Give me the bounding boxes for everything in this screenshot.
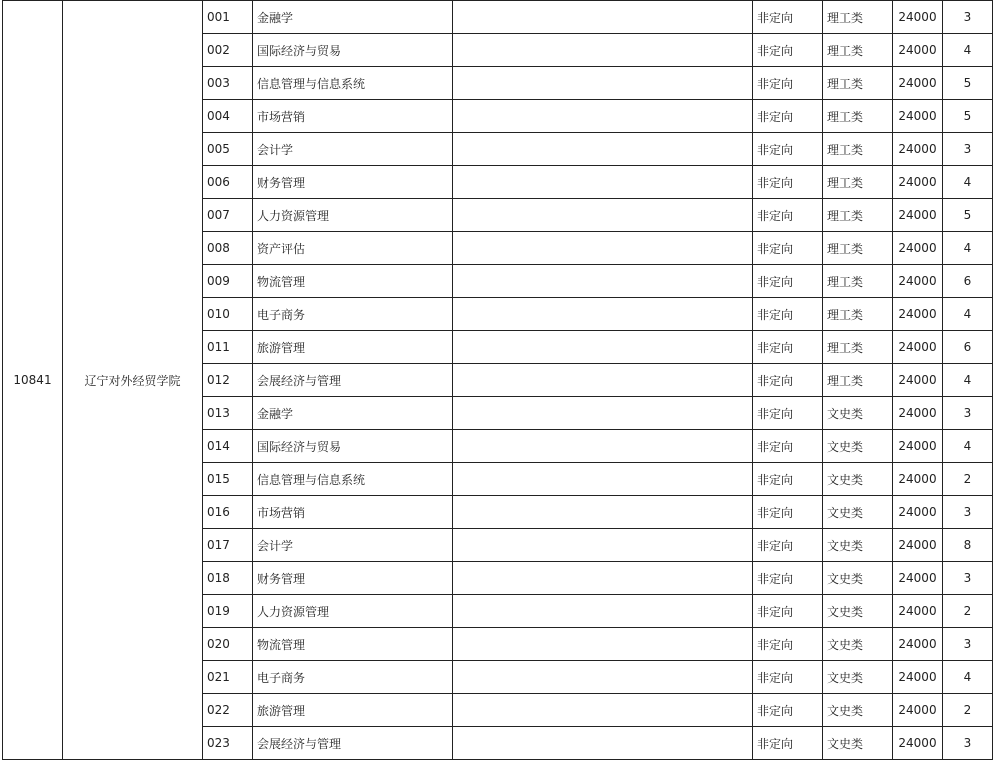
major-name-cell: 会展经济与管理 xyxy=(253,364,453,397)
orientation-cell: 非定向 xyxy=(753,628,823,661)
plan-count-cell: 4 xyxy=(943,298,993,331)
plan-count-cell: 5 xyxy=(943,67,993,100)
major-name-cell: 会计学 xyxy=(253,133,453,166)
orientation-cell: 非定向 xyxy=(753,562,823,595)
tuition-cell: 24000 xyxy=(893,727,943,760)
plan-count-cell: 4 xyxy=(943,166,993,199)
category-cell: 理工类 xyxy=(823,364,893,397)
note-cell xyxy=(453,628,753,661)
major-name-cell: 人力资源管理 xyxy=(253,595,453,628)
orientation-cell: 非定向 xyxy=(753,727,823,760)
orientation-cell: 非定向 xyxy=(753,34,823,67)
plan-count-cell: 2 xyxy=(943,694,993,727)
orientation-cell: 非定向 xyxy=(753,397,823,430)
note-cell xyxy=(453,463,753,496)
major-code-cell: 004 xyxy=(203,100,253,133)
major-name-cell: 财务管理 xyxy=(253,562,453,595)
institution-name-cell: 辽宁对外经贸学院 xyxy=(63,1,203,760)
note-cell xyxy=(453,166,753,199)
major-code-cell: 012 xyxy=(203,364,253,397)
plan-count-cell: 4 xyxy=(943,364,993,397)
plan-count-cell: 5 xyxy=(943,199,993,232)
tuition-cell: 24000 xyxy=(893,34,943,67)
note-cell xyxy=(453,595,753,628)
plan-count-cell: 3 xyxy=(943,397,993,430)
tuition-cell: 24000 xyxy=(893,463,943,496)
major-name-cell: 金融学 xyxy=(253,1,453,34)
major-name-cell: 会计学 xyxy=(253,529,453,562)
orientation-cell: 非定向 xyxy=(753,199,823,232)
plan-count-cell: 3 xyxy=(943,133,993,166)
note-cell xyxy=(453,199,753,232)
orientation-cell: 非定向 xyxy=(753,166,823,199)
note-cell xyxy=(453,562,753,595)
note-cell xyxy=(453,397,753,430)
major-name-cell: 旅游管理 xyxy=(253,694,453,727)
note-cell xyxy=(453,133,753,166)
major-name-cell: 资产评估 xyxy=(253,232,453,265)
major-name-cell: 物流管理 xyxy=(253,265,453,298)
category-cell: 理工类 xyxy=(823,166,893,199)
tuition-cell: 24000 xyxy=(893,331,943,364)
major-name-cell: 电子商务 xyxy=(253,298,453,331)
tuition-cell: 24000 xyxy=(893,529,943,562)
major-code-cell: 015 xyxy=(203,463,253,496)
major-code-cell: 002 xyxy=(203,34,253,67)
category-cell: 理工类 xyxy=(823,298,893,331)
category-cell: 文史类 xyxy=(823,628,893,661)
note-cell xyxy=(453,727,753,760)
category-cell: 文史类 xyxy=(823,661,893,694)
plan-count-cell: 3 xyxy=(943,1,993,34)
major-code-cell: 007 xyxy=(203,199,253,232)
note-cell xyxy=(453,232,753,265)
major-name-cell: 会展经济与管理 xyxy=(253,727,453,760)
tuition-cell: 24000 xyxy=(893,595,943,628)
orientation-cell: 非定向 xyxy=(753,496,823,529)
category-cell: 文史类 xyxy=(823,562,893,595)
orientation-cell: 非定向 xyxy=(753,595,823,628)
tuition-cell: 24000 xyxy=(893,364,943,397)
major-name-cell: 信息管理与信息系统 xyxy=(253,67,453,100)
major-code-cell: 021 xyxy=(203,661,253,694)
major-name-cell: 财务管理 xyxy=(253,166,453,199)
plan-count-cell: 8 xyxy=(943,529,993,562)
note-cell xyxy=(453,67,753,100)
orientation-cell: 非定向 xyxy=(753,67,823,100)
major-code-cell: 018 xyxy=(203,562,253,595)
category-cell: 文史类 xyxy=(823,397,893,430)
note-cell xyxy=(453,430,753,463)
tuition-cell: 24000 xyxy=(893,661,943,694)
category-cell: 理工类 xyxy=(823,199,893,232)
major-name-cell: 旅游管理 xyxy=(253,331,453,364)
note-cell xyxy=(453,34,753,67)
category-cell: 文史类 xyxy=(823,595,893,628)
tuition-cell: 24000 xyxy=(893,265,943,298)
note-cell xyxy=(453,694,753,727)
major-code-cell: 011 xyxy=(203,331,253,364)
admissions-table xyxy=(2,0,993,760)
tuition-cell: 24000 xyxy=(893,199,943,232)
orientation-cell: 非定向 xyxy=(753,1,823,34)
category-cell: 理工类 xyxy=(823,265,893,298)
plan-count-cell: 3 xyxy=(943,562,993,595)
note-cell xyxy=(453,265,753,298)
category-cell: 文史类 xyxy=(823,430,893,463)
major-name-cell: 国际经济与贸易 xyxy=(253,430,453,463)
major-name-cell: 市场营销 xyxy=(253,496,453,529)
tuition-cell: 24000 xyxy=(893,397,943,430)
tuition-cell: 24000 xyxy=(893,430,943,463)
category-cell: 理工类 xyxy=(823,1,893,34)
major-name-cell: 人力资源管理 xyxy=(253,199,453,232)
tuition-cell: 24000 xyxy=(893,1,943,34)
major-name-cell: 金融学 xyxy=(253,397,453,430)
orientation-cell: 非定向 xyxy=(753,100,823,133)
orientation-cell: 非定向 xyxy=(753,694,823,727)
tuition-cell: 24000 xyxy=(893,562,943,595)
category-cell: 文史类 xyxy=(823,496,893,529)
plan-count-cell: 3 xyxy=(943,496,993,529)
table-body xyxy=(3,1,993,760)
note-cell xyxy=(453,496,753,529)
major-code-cell: 005 xyxy=(203,133,253,166)
note-cell xyxy=(453,661,753,694)
orientation-cell: 非定向 xyxy=(753,661,823,694)
major-code-cell: 014 xyxy=(203,430,253,463)
orientation-cell: 非定向 xyxy=(753,232,823,265)
tuition-cell: 24000 xyxy=(893,166,943,199)
category-cell: 文史类 xyxy=(823,727,893,760)
category-cell: 文史类 xyxy=(823,529,893,562)
tuition-cell: 24000 xyxy=(893,694,943,727)
tuition-cell: 24000 xyxy=(893,100,943,133)
note-cell xyxy=(453,331,753,364)
plan-count-cell: 4 xyxy=(943,661,993,694)
plan-count-cell: 2 xyxy=(943,463,993,496)
category-cell: 理工类 xyxy=(823,34,893,67)
orientation-cell: 非定向 xyxy=(753,133,823,166)
tuition-cell: 24000 xyxy=(893,133,943,166)
plan-count-cell: 3 xyxy=(943,628,993,661)
category-cell: 文史类 xyxy=(823,463,893,496)
plan-count-cell: 6 xyxy=(943,331,993,364)
note-cell xyxy=(453,298,753,331)
category-cell: 理工类 xyxy=(823,67,893,100)
major-code-cell: 009 xyxy=(203,265,253,298)
orientation-cell: 非定向 xyxy=(753,364,823,397)
plan-count-cell: 4 xyxy=(943,430,993,463)
major-name-cell: 市场营销 xyxy=(253,100,453,133)
tuition-cell: 24000 xyxy=(893,232,943,265)
major-code-cell: 008 xyxy=(203,232,253,265)
plan-count-cell: 6 xyxy=(943,265,993,298)
tuition-cell: 24000 xyxy=(893,67,943,100)
major-code-cell: 020 xyxy=(203,628,253,661)
major-code-cell: 023 xyxy=(203,727,253,760)
category-cell: 文史类 xyxy=(823,694,893,727)
plan-count-cell: 5 xyxy=(943,100,993,133)
orientation-cell: 非定向 xyxy=(753,265,823,298)
table-row xyxy=(3,1,993,34)
tuition-cell: 24000 xyxy=(893,496,943,529)
orientation-cell: 非定向 xyxy=(753,298,823,331)
major-code-cell: 019 xyxy=(203,595,253,628)
plan-count-cell: 4 xyxy=(943,34,993,67)
tuition-cell: 24000 xyxy=(893,628,943,661)
major-code-cell: 010 xyxy=(203,298,253,331)
category-cell: 理工类 xyxy=(823,232,893,265)
orientation-cell: 非定向 xyxy=(753,529,823,562)
major-code-cell: 001 xyxy=(203,1,253,34)
note-cell xyxy=(453,100,753,133)
major-name-cell: 物流管理 xyxy=(253,628,453,661)
category-cell: 理工类 xyxy=(823,133,893,166)
major-code-cell: 016 xyxy=(203,496,253,529)
orientation-cell: 非定向 xyxy=(753,463,823,496)
major-code-cell: 003 xyxy=(203,67,253,100)
major-code-cell: 017 xyxy=(203,529,253,562)
orientation-cell: 非定向 xyxy=(753,430,823,463)
major-code-cell: 006 xyxy=(203,166,253,199)
orientation-cell: 非定向 xyxy=(753,331,823,364)
category-cell: 理工类 xyxy=(823,331,893,364)
major-name-cell: 电子商务 xyxy=(253,661,453,694)
note-cell xyxy=(453,364,753,397)
major-name-cell: 国际经济与贸易 xyxy=(253,34,453,67)
note-cell xyxy=(453,1,753,34)
tuition-cell: 24000 xyxy=(893,298,943,331)
major-code-cell: 013 xyxy=(203,397,253,430)
major-name-cell: 信息管理与信息系统 xyxy=(253,463,453,496)
plan-count-cell: 3 xyxy=(943,727,993,760)
major-code-cell: 022 xyxy=(203,694,253,727)
institution-code-cell: 10841 xyxy=(3,1,63,760)
category-cell: 理工类 xyxy=(823,100,893,133)
plan-count-cell: 4 xyxy=(943,232,993,265)
note-cell xyxy=(453,529,753,562)
plan-count-cell: 2 xyxy=(943,595,993,628)
